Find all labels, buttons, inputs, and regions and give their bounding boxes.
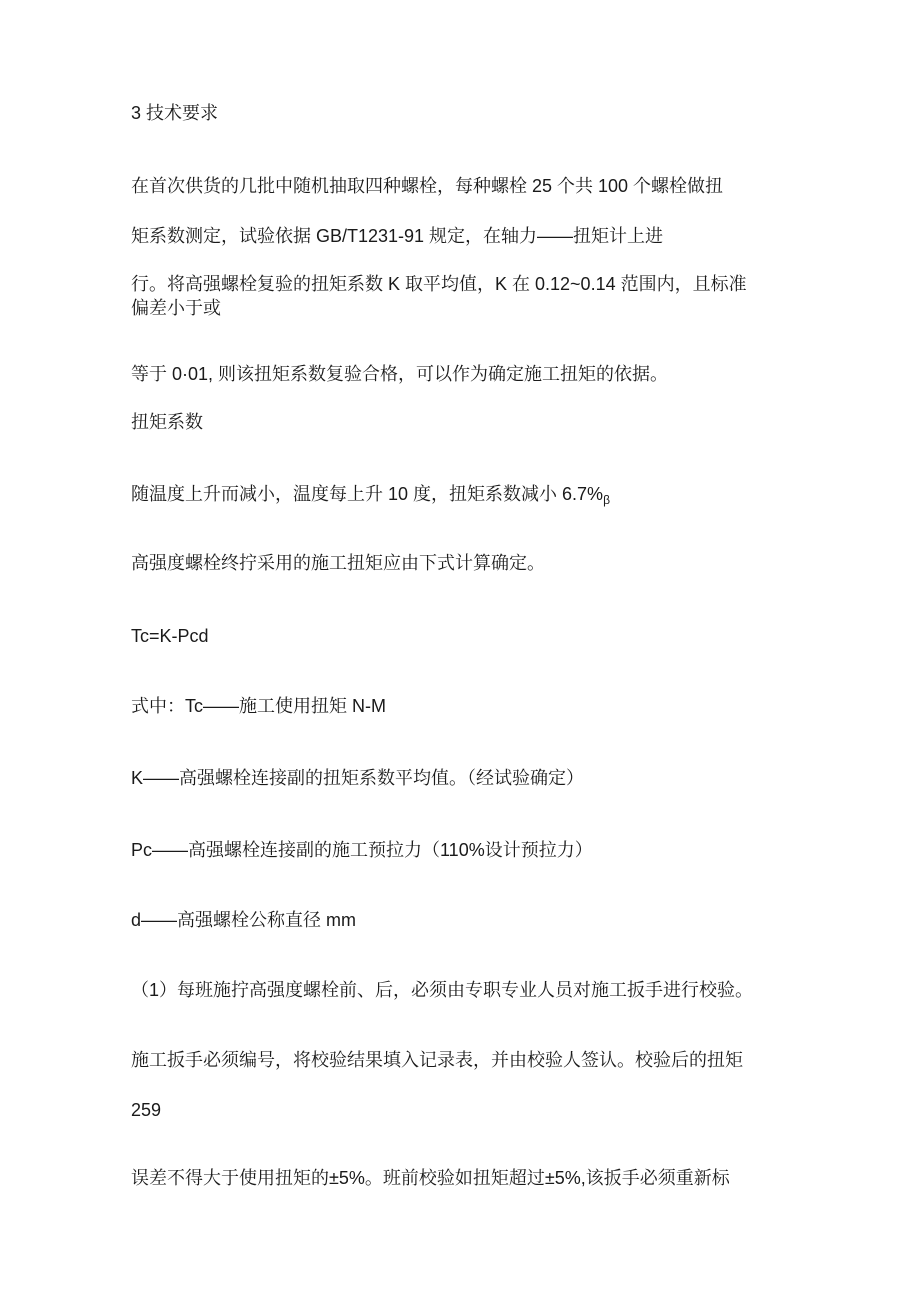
- paragraph-line: 偏差小于或: [131, 298, 221, 318]
- definition-d: d——高强螺栓公称直径 mm: [131, 910, 356, 930]
- temperature-note-text: 随温度上升而减小，温度每上升 10 度，扭矩系数减小 6.7%: [131, 484, 604, 504]
- formula-intro: 高强度螺栓终拧采用的施工扭矩应由下式计算确定。: [131, 553, 545, 573]
- paragraph-line: 行。将高强螺栓复验的扭矩系数 K 取平均值，K 在 0.12~0.14 范围内，且标准: [131, 274, 747, 294]
- item-1-line: （1）每班施拧高强度螺栓前、后，必须由专职专业人员对施工扳手进行校验。: [131, 980, 754, 1000]
- paragraph-line: 在首次供货的几批中随机抽取四种螺栓，每种螺栓 25 个共 100 个螺栓做扭: [131, 176, 724, 196]
- section-heading: 3 技术要求: [131, 103, 219, 123]
- paragraph-line: 等于 0·01, 则该扭矩系数复验合格，可以作为确定施工扭矩的依据。: [131, 364, 669, 384]
- subheading: 扭矩系数: [131, 412, 203, 432]
- definition-tc: 式中：Tc——施工使用扭矩 N-M: [131, 696, 386, 716]
- item-1-line: 施工扳手必须编号，将校验结果填入记录表，并由校验人签认。校验后的扭矩: [131, 1050, 743, 1070]
- paragraph-line: 矩系数测定，试验依据 GB/T1231-91 规定，在轴力——扭矩计上进: [131, 226, 664, 246]
- item-1-line: 误差不得大于使用扭矩的±5%。班前校验如扭矩超过±5%,该扳手必须重新标: [131, 1168, 730, 1188]
- definition-k: K——高强螺栓连接副的扭矩系数平均值。（经试验确定）: [131, 768, 585, 788]
- definition-pc: Pc——高强螺栓连接副的施工预拉力（110%设计预拉力）: [131, 840, 593, 860]
- temperature-note: [131, 482, 610, 512]
- temperature-note-subscript: β: [603, 493, 610, 507]
- formula: Tc=K-Pcd: [131, 626, 209, 646]
- page-number: 259: [131, 1100, 162, 1120]
